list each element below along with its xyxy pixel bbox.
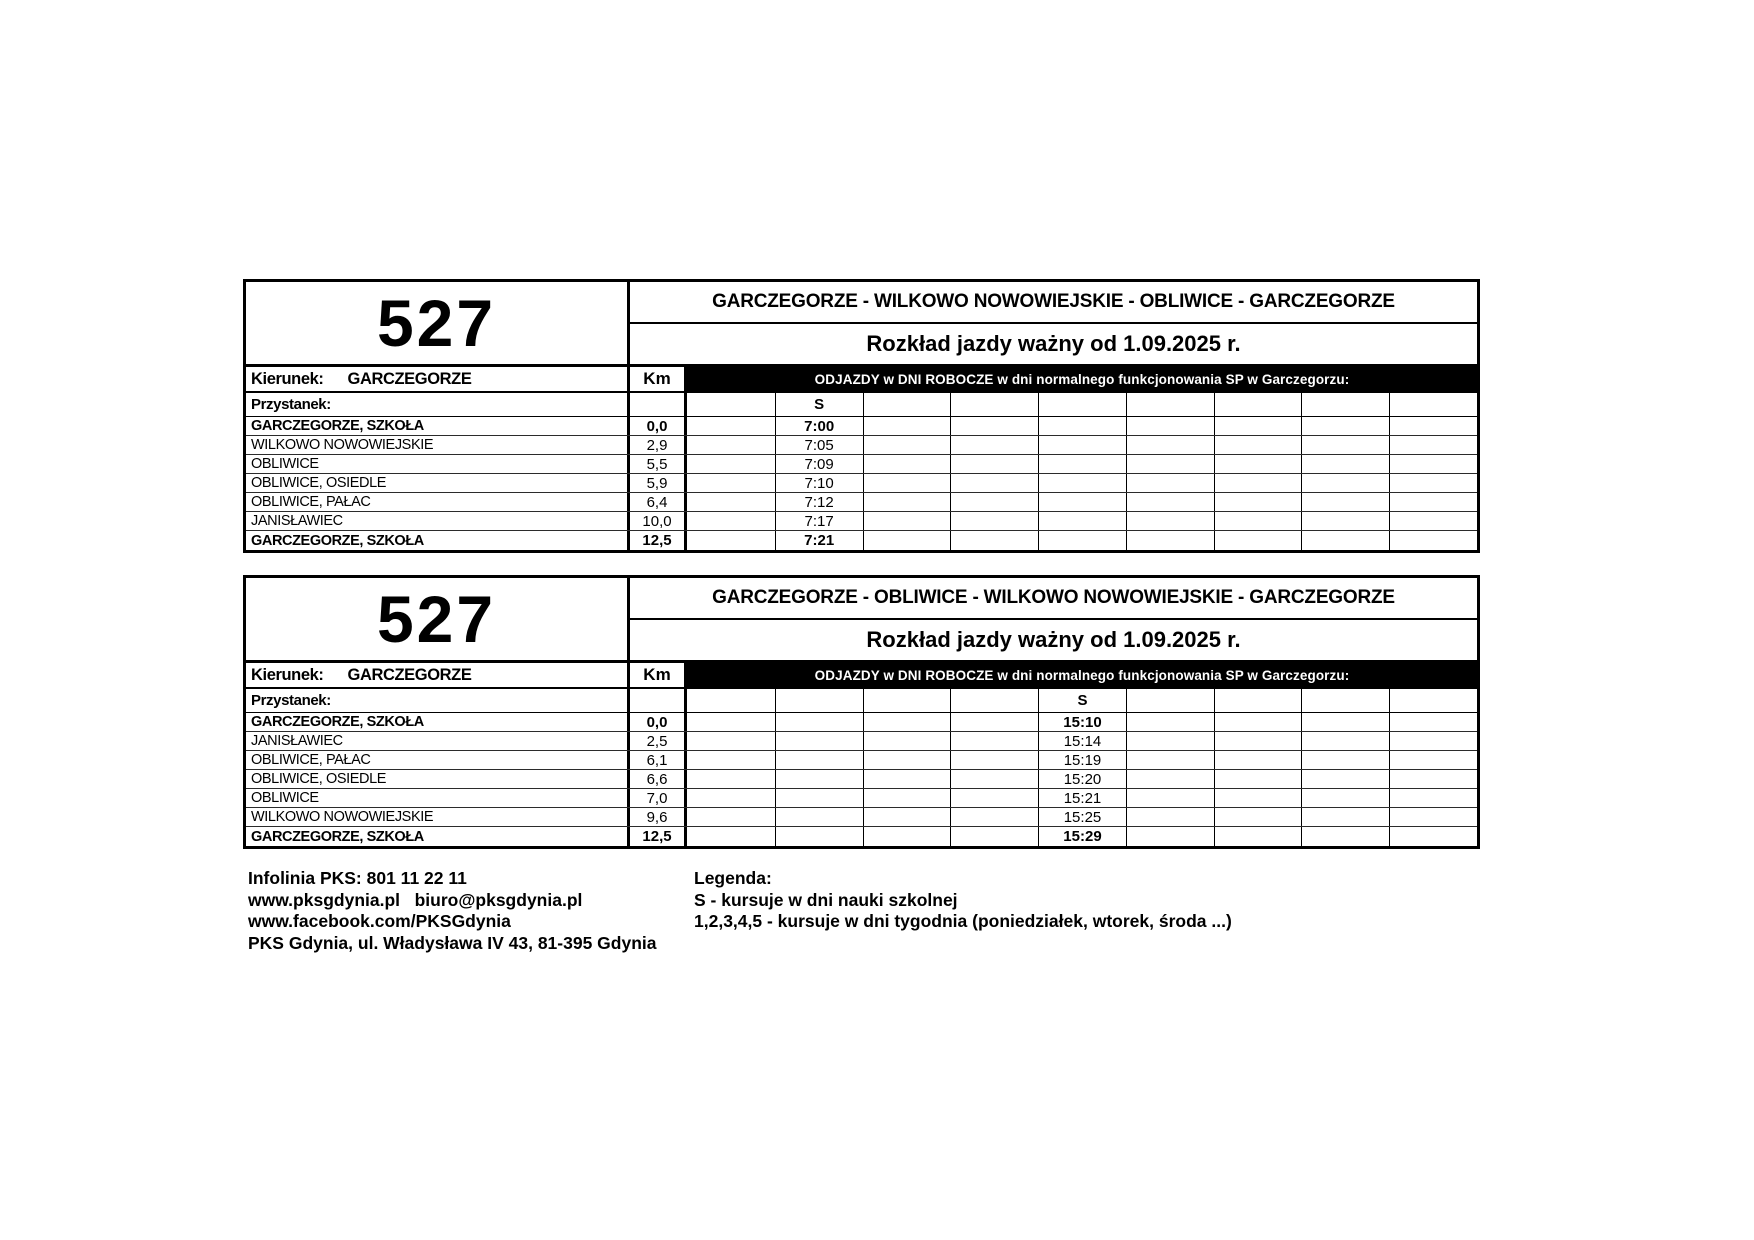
departure-time: 7:12 xyxy=(775,493,863,511)
stop-name: GARCZEGORZE, SZKOŁA xyxy=(246,827,630,846)
time-cell-empty xyxy=(1214,808,1302,826)
direction-cell xyxy=(246,367,630,391)
validity-note: Rozkład jazdy ważny od 1.09.2025 r. xyxy=(866,627,1241,652)
time-cell-empty xyxy=(687,512,775,530)
km-value: 12,5 xyxy=(630,827,687,846)
service-cell-empty xyxy=(1301,689,1389,712)
service-cell-empty xyxy=(950,393,1038,416)
stop-name: GARCZEGORZE, SZKOŁA xyxy=(246,531,630,550)
time-cell-empty xyxy=(950,770,1038,788)
time-cell-empty xyxy=(1301,531,1389,550)
km-value: 12,5 xyxy=(630,531,687,550)
infoline-text: Infolinia PKS: 801 11 22 11 xyxy=(248,868,467,888)
time-cell-empty xyxy=(1389,417,1477,435)
time-cell-empty xyxy=(1214,751,1302,769)
stop-header-row xyxy=(246,393,1477,417)
time-cell-empty xyxy=(1214,417,1302,435)
time-cell-empty xyxy=(1301,474,1389,492)
time-cell-empty xyxy=(1214,474,1302,492)
departure-time: 15:21 xyxy=(1038,789,1126,807)
route-number: 527 xyxy=(246,578,630,660)
time-cell-empty xyxy=(687,827,775,846)
service-cell-empty xyxy=(1214,689,1302,712)
time-cell-empty xyxy=(863,827,951,846)
time-cell-empty xyxy=(950,808,1038,826)
stop-name: OBLIWICE, PAŁAC xyxy=(246,493,630,511)
service-symbol: S xyxy=(775,393,863,416)
time-cell-empty xyxy=(863,751,951,769)
time-cell-empty xyxy=(1126,512,1214,530)
timetable-table-afternoon xyxy=(243,575,1480,849)
time-cell-empty xyxy=(1389,436,1477,454)
time-cell-empty xyxy=(1301,732,1389,750)
website-email-text: www.pksgdynia.pl biuro@pksgdynia.pl xyxy=(248,889,583,910)
stop-name: JANISŁAWIEC xyxy=(246,512,630,530)
route-number: 527 xyxy=(246,282,630,364)
departure-time: 7:21 xyxy=(775,531,863,550)
time-cell-empty xyxy=(1389,751,1477,769)
time-cell-empty xyxy=(1214,713,1302,731)
time-cell-empty xyxy=(1214,455,1302,473)
time-cell-empty xyxy=(1389,713,1477,731)
time-cell-empty xyxy=(1214,732,1302,750)
time-cell-empty xyxy=(1301,789,1389,807)
footer xyxy=(248,868,1488,978)
km-value: 0,0 xyxy=(630,417,687,435)
stop-header-label: Przystanek: xyxy=(246,689,630,712)
time-cell-empty xyxy=(863,713,951,731)
direction-row xyxy=(246,663,1477,689)
time-cell-empty xyxy=(1038,512,1126,530)
time-cell-empty xyxy=(687,789,775,807)
km-value: 6,6 xyxy=(630,770,687,788)
time-cell-empty xyxy=(950,732,1038,750)
time-cell-empty xyxy=(1038,436,1126,454)
time-cell-empty xyxy=(687,474,775,492)
time-cell-empty xyxy=(1389,455,1477,473)
km-header-empty xyxy=(630,393,687,416)
time-cell-empty xyxy=(950,512,1038,530)
km-value: 9,6 xyxy=(630,808,687,826)
stop-name: OBLIWICE, OSIEDLE xyxy=(246,474,630,492)
time-cell-empty xyxy=(950,751,1038,769)
departure-time: 15:20 xyxy=(1038,770,1126,788)
service-cell-empty xyxy=(1389,689,1477,712)
time-cell-empty xyxy=(687,751,775,769)
stop-name: OBLIWICE, PAŁAC xyxy=(246,751,630,769)
time-cell-empty xyxy=(1389,827,1477,846)
km-value: 10,0 xyxy=(630,512,687,530)
departure-time: 7:05 xyxy=(775,436,863,454)
departure-time: 15:14 xyxy=(1038,732,1126,750)
km-value: 6,4 xyxy=(630,493,687,511)
time-cell-empty xyxy=(775,789,863,807)
service-cell-empty xyxy=(950,689,1038,712)
departure-time: 15:10 xyxy=(1038,713,1126,731)
time-cell-empty xyxy=(863,531,951,550)
time-cell-empty xyxy=(1126,808,1214,826)
time-cell-empty xyxy=(1389,474,1477,492)
departures-banner: ODJAZDY w DNI ROBOCZE w dni normalnego funkcjonowania SP w Garczegorzu: xyxy=(687,663,1477,687)
stop-header-row xyxy=(246,689,1477,713)
departures-banner: ODJAZDY w DNI ROBOCZE w dni normalnego funkcjonowania SP w Garczegorzu: xyxy=(687,367,1477,391)
time-cell-empty xyxy=(950,493,1038,511)
time-cell-empty xyxy=(863,512,951,530)
time-cell-empty xyxy=(775,827,863,846)
time-cell-empty xyxy=(1126,455,1214,473)
service-symbol: S xyxy=(1038,689,1126,712)
table-row xyxy=(246,436,1477,455)
time-cell-empty xyxy=(1126,770,1214,788)
service-cell-empty xyxy=(1126,689,1214,712)
time-cell-empty xyxy=(1038,455,1126,473)
time-cell-empty xyxy=(775,808,863,826)
departure-time: 15:25 xyxy=(1038,808,1126,826)
time-cell-empty xyxy=(950,789,1038,807)
direction-label: Kierunek: xyxy=(251,369,324,388)
time-cell-empty xyxy=(1126,732,1214,750)
time-cell-empty xyxy=(687,770,775,788)
header-right xyxy=(630,578,1477,660)
departure-time: 15:29 xyxy=(1038,827,1126,846)
time-cell-empty xyxy=(1301,417,1389,435)
time-cell-empty xyxy=(1301,512,1389,530)
table-row xyxy=(246,417,1477,436)
time-cell-empty xyxy=(863,789,951,807)
departure-time: 15:19 xyxy=(1038,751,1126,769)
validity-note: Rozkład jazdy ważny od 1.09.2025 r. xyxy=(866,331,1241,356)
time-cell-empty xyxy=(863,493,951,511)
time-cell-empty xyxy=(687,417,775,435)
stop-name: OBLIWICE, OSIEDLE xyxy=(246,770,630,788)
time-cell-empty xyxy=(863,436,951,454)
departure-time: 7:00 xyxy=(775,417,863,435)
service-cell-empty xyxy=(1038,393,1126,416)
time-cell-empty xyxy=(1301,436,1389,454)
service-cell-empty xyxy=(1389,393,1477,416)
table-row xyxy=(246,808,1477,827)
time-cell-empty xyxy=(775,751,863,769)
departure-time: 7:10 xyxy=(775,474,863,492)
time-cell-empty xyxy=(1126,751,1214,769)
service-cell-empty xyxy=(1214,393,1302,416)
facebook-text: www.facebook.com/PKSGdynia xyxy=(248,911,511,931)
time-cell-empty xyxy=(1389,732,1477,750)
legend-item-s: S - kursuje w dni nauki szkolnej xyxy=(694,889,958,910)
time-cell-empty xyxy=(1038,474,1126,492)
table-row xyxy=(246,789,1477,808)
stop-header-label: Przystanek: xyxy=(246,393,630,416)
time-cell-empty xyxy=(1301,808,1389,826)
address-text: PKS Gdynia, ul. Władysława IV 43, 81-395 Gdynia xyxy=(248,932,657,953)
time-cell-empty xyxy=(950,827,1038,846)
time-cell-empty xyxy=(775,770,863,788)
table-row xyxy=(246,493,1477,512)
time-cell-empty xyxy=(863,808,951,826)
km-value: 2,5 xyxy=(630,732,687,750)
legend-block xyxy=(694,868,1232,933)
time-cell-empty xyxy=(775,732,863,750)
time-cell-empty xyxy=(1301,455,1389,473)
time-cell-empty xyxy=(1126,474,1214,492)
time-cell-empty xyxy=(1389,789,1477,807)
time-cell-empty xyxy=(1126,417,1214,435)
departure-time: 7:09 xyxy=(775,455,863,473)
time-cell-empty xyxy=(950,474,1038,492)
service-cell-empty xyxy=(863,393,951,416)
direction-row xyxy=(246,367,1477,393)
time-cell-empty xyxy=(1301,751,1389,769)
stop-name: GARCZEGORZE, SZKOŁA xyxy=(246,417,630,435)
stop-name: WILKOWO NOWOWIEJSKIE xyxy=(246,808,630,826)
direction-value: GARCZEGORZE xyxy=(347,665,472,684)
table-header xyxy=(246,578,1477,663)
km-header-empty xyxy=(630,689,687,712)
table-header xyxy=(246,282,1477,367)
route-title: GARCZEGORZE - OBLIWICE - WILKOWO NOWOWIEJSKIE - GARCZEGORZE xyxy=(630,578,1477,620)
service-cell-empty xyxy=(687,393,775,416)
stop-name: OBLIWICE xyxy=(246,455,630,473)
route-title: GARCZEGORZE - WILKOWO NOWOWIEJSKIE - OBLIWICE - GARCZEGORZE xyxy=(630,282,1477,324)
time-cell-empty xyxy=(1214,512,1302,530)
time-cell-empty xyxy=(687,493,775,511)
time-cell-empty xyxy=(1301,827,1389,846)
stop-name: WILKOWO NOWOWIEJSKIE xyxy=(246,436,630,454)
time-cell-empty xyxy=(863,732,951,750)
km-value: 2,9 xyxy=(630,436,687,454)
time-cell-empty xyxy=(687,808,775,826)
km-value: 7,0 xyxy=(630,789,687,807)
time-cell-empty xyxy=(1214,770,1302,788)
time-cell-empty xyxy=(1038,417,1126,435)
time-cell-empty xyxy=(1126,713,1214,731)
service-cell-empty xyxy=(775,689,863,712)
time-cell-empty xyxy=(687,436,775,454)
table-row xyxy=(246,531,1477,550)
table-row xyxy=(246,732,1477,751)
legend-item-days: 1,2,3,4,5 - kursuje w dni tygodnia (poniedziałek, wtorek, środa ...) xyxy=(694,911,1232,931)
time-cell-empty xyxy=(950,436,1038,454)
km-header: Km xyxy=(630,367,687,391)
service-cell-empty xyxy=(1126,393,1214,416)
time-cell-empty xyxy=(950,417,1038,435)
time-cell-empty xyxy=(1214,827,1302,846)
table-row xyxy=(246,512,1477,531)
table-row xyxy=(246,751,1477,770)
km-value: 5,9 xyxy=(630,474,687,492)
time-cell-empty xyxy=(1389,493,1477,511)
time-cell-empty xyxy=(1126,789,1214,807)
time-cell-empty xyxy=(1214,789,1302,807)
direction-value: GARCZEGORZE xyxy=(347,369,472,388)
stop-name: JANISŁAWIEC xyxy=(246,732,630,750)
direction-label: Kierunek: xyxy=(251,665,324,684)
time-cell-empty xyxy=(687,713,775,731)
km-value: 0,0 xyxy=(630,713,687,731)
time-cell-empty xyxy=(687,531,775,550)
time-cell-empty xyxy=(1038,493,1126,511)
time-cell-empty xyxy=(950,531,1038,550)
time-cell-empty xyxy=(1389,531,1477,550)
time-cell-empty xyxy=(950,455,1038,473)
table-row xyxy=(246,713,1477,732)
time-cell-empty xyxy=(1389,808,1477,826)
service-cell-empty xyxy=(863,689,951,712)
stop-name: OBLIWICE xyxy=(246,789,630,807)
time-cell-empty xyxy=(1126,531,1214,550)
time-cell-empty xyxy=(687,732,775,750)
time-cell-empty xyxy=(1301,713,1389,731)
km-header: Km xyxy=(630,663,687,687)
time-cell-empty xyxy=(950,713,1038,731)
time-cell-empty xyxy=(1214,531,1302,550)
time-cell-empty xyxy=(1126,493,1214,511)
time-cell-empty xyxy=(863,770,951,788)
header-right xyxy=(630,282,1477,364)
service-cell-empty xyxy=(687,689,775,712)
service-cell-empty xyxy=(1301,393,1389,416)
time-cell-empty xyxy=(1038,531,1126,550)
departure-time: 7:17 xyxy=(775,512,863,530)
time-cell-empty xyxy=(1126,436,1214,454)
time-cell-empty xyxy=(1214,436,1302,454)
table-row xyxy=(246,827,1477,846)
table-row xyxy=(246,455,1477,474)
time-cell-empty xyxy=(775,713,863,731)
time-cell-empty xyxy=(1126,827,1214,846)
table-row xyxy=(246,474,1477,493)
legend-title: Legenda: xyxy=(694,868,772,888)
time-cell-empty xyxy=(1389,770,1477,788)
time-cell-empty xyxy=(1214,493,1302,511)
direction-cell xyxy=(246,663,630,687)
time-cell-empty xyxy=(1389,512,1477,530)
time-cell-empty xyxy=(687,455,775,473)
stop-name: GARCZEGORZE, SZKOŁA xyxy=(246,713,630,731)
table-row xyxy=(246,770,1477,789)
time-cell-empty xyxy=(863,474,951,492)
timetable-table-morning xyxy=(243,279,1480,553)
time-cell-empty xyxy=(1301,770,1389,788)
time-cell-empty xyxy=(863,417,951,435)
time-cell-empty xyxy=(1301,493,1389,511)
km-value: 5,5 xyxy=(630,455,687,473)
time-cell-empty xyxy=(863,455,951,473)
km-value: 6,1 xyxy=(630,751,687,769)
